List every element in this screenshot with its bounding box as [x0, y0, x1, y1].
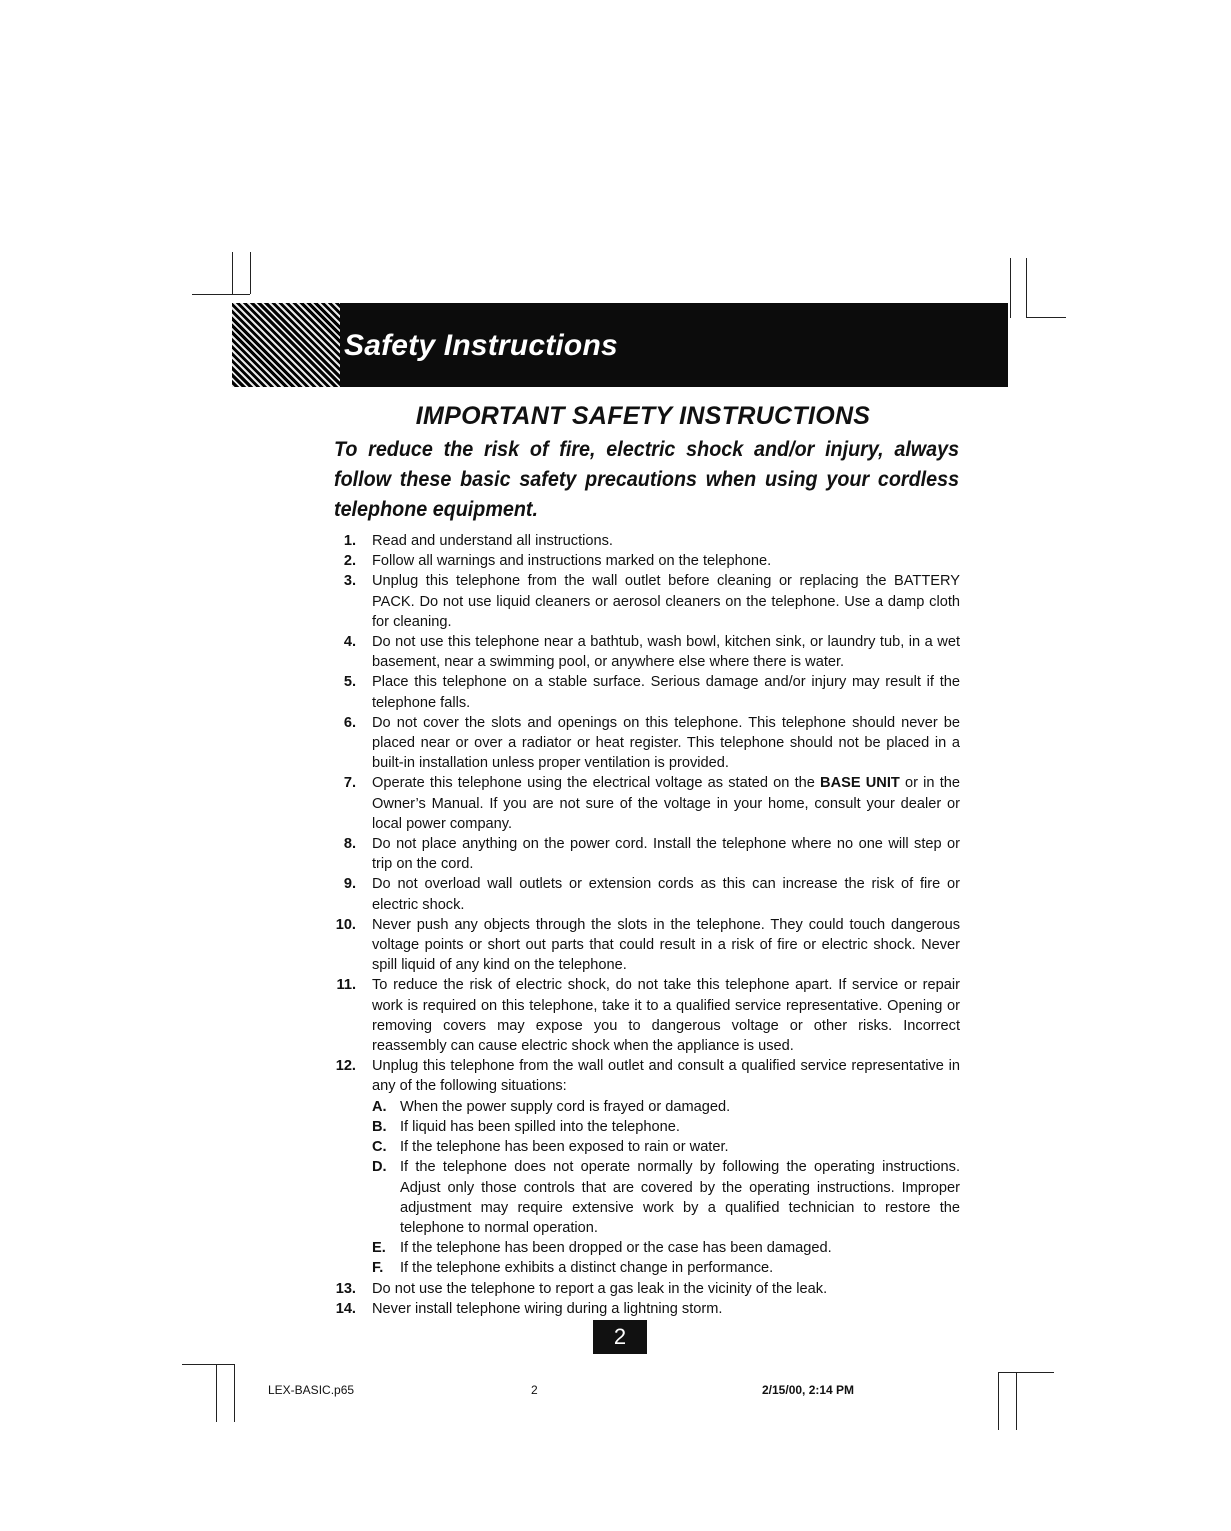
sub-item [372, 1117, 960, 1137]
crop-mark [1016, 1372, 1017, 1430]
sub-item [372, 1238, 960, 1258]
item-text: Never push any objects through the slots in the telephone. They could touch dangerous voltage points or short out parts that could result in a risk of fire or electric shock. Never spill liquid of any kind on the telephone. [372, 916, 960, 974]
crop-mark [1026, 258, 1027, 318]
sub-item-text: If the telephone does not operate normally by following the operating instructions. Adjust only those controls that are covered by the operating instructions. Improper adjustment may require extensive work by a qualified technician to restore the telephone to normal operation. [400, 1159, 960, 1236]
crop-mark [1010, 258, 1011, 318]
crop-mark [234, 1364, 235, 1422]
list-item [326, 975, 960, 1056]
list-item [326, 874, 960, 914]
sub-item-letter: B. [372, 1118, 387, 1135]
sub-item-letter: C. [372, 1139, 387, 1156]
item-number: 11. [336, 977, 356, 994]
item-text: Read and understand all instructions. [372, 533, 613, 549]
item-number: 13. [335, 1280, 356, 1297]
list-item [326, 713, 960, 774]
item-number: 7. [343, 775, 356, 792]
list-item [326, 915, 960, 976]
sub-item-text: When the power supply cord is frayed or damaged. [400, 1098, 731, 1115]
section-banner [232, 303, 1008, 387]
item-number: 1. [343, 533, 356, 549]
crop-mark [232, 252, 233, 294]
list-item [326, 1279, 960, 1299]
item-text: Follow all warnings and instructions marked on the telephone. [372, 553, 772, 570]
item-text: Do not place anything on the power cord. Install the telephone where no one will step or trip on the cord. [372, 836, 960, 873]
section-title: Safety Instructions [344, 329, 618, 362]
crop-mark [998, 1372, 999, 1430]
crop-mark [192, 294, 250, 295]
list-item [326, 551, 960, 571]
sub-item-text: If the telephone has been exposed to rain or water. [400, 1139, 729, 1156]
item-number: 12. [335, 1058, 356, 1075]
sub-item [372, 1137, 960, 1157]
list-item [326, 773, 960, 834]
item-number: 4. [343, 634, 356, 651]
list-item [326, 632, 960, 672]
list-item [326, 531, 960, 551]
item-text: Unplug this telephone from the wall outlet before cleaning or replacing the BATTERY PACK. Do not use liquid cleaners or aerosol cleaners on the telephone. Use a damp cloth for cleaning. [372, 573, 960, 630]
sub-item [372, 1097, 960, 1117]
item-text: To reduce the risk of electric shock, do not take this telephone apart. If service or repair work is required on this telephone, take it to a qualified service representative. Opening or removing covers may expose you to dangerous voltage or other risks. Incorrect reassembly can cause electric shock when the appliance is used. [372, 977, 960, 1055]
sub-item [372, 1258, 960, 1278]
list-item [326, 834, 960, 874]
item-number: 2. [343, 553, 356, 570]
footer-filename: LEX-BASIC.p65 [268, 1383, 355, 1397]
item-text: Place this telephone on a stable surface. Serious damage and/or injury may result if the telephone falls. [372, 674, 960, 711]
instructions-content [326, 402, 960, 1319]
sub-item-letter: F. [372, 1260, 384, 1277]
sub-item-letter: A. [372, 1098, 387, 1115]
base-unit-label: BASE UNIT [820, 775, 900, 792]
item-number: 8. [343, 836, 356, 853]
footer-timestamp: 2/15/00, 2:14 PM [762, 1383, 855, 1397]
sub-item-text: If liquid has been spilled into the telephone. [400, 1118, 680, 1135]
item-text: Do not use this telephone near a bathtub, wash bowl, kitchen sink, or laundry tub, in a wet basement, near a swimming pool, or anywhere else where there is water. [372, 634, 960, 671]
item-text: Do not cover the slots and openings on this telephone. This telephone should never be placed near or over a radiator or heat register. This telephone should not be placed in a built-in installation unless proper ventilation is provided. [372, 714, 960, 772]
sub-item-text: If the telephone exhibits a distinct change in performance. [400, 1260, 774, 1277]
banner-pattern [232, 303, 340, 387]
item-number: 10. [335, 916, 356, 933]
item-number: 14. [335, 1300, 356, 1317]
crop-mark [998, 1372, 1054, 1373]
item-text: Never install telephone wiring during a lightning storm. [372, 1300, 723, 1317]
item-text: Unplug this telephone from the wall outlet and consult a qualified service representative in any of the following situations: [372, 1058, 960, 1095]
page-number-box: 2 [593, 1320, 647, 1354]
sub-item-letter: E. [372, 1240, 386, 1257]
item-text: Do not use the telephone to report a gas leak in the vicinity of the leak. [372, 1280, 828, 1297]
crop-mark [1026, 317, 1066, 318]
sub-item-text: If the telephone has been dropped or the case has been damaged. [400, 1240, 832, 1257]
sub-item-letter: D. [372, 1159, 387, 1176]
sub-item [372, 1157, 960, 1238]
item-number: 3. [343, 573, 356, 590]
item-text: or in the Owner’s Manual. If you are not sure of the voltage in your home, consult your dealer or local power company. [372, 775, 960, 832]
crop-mark [250, 252, 251, 294]
list-item [326, 1299, 960, 1319]
list-item [326, 571, 960, 632]
item-number: 6. [343, 714, 356, 731]
item-number: 5. [343, 674, 356, 691]
list-item [326, 672, 960, 712]
crop-mark [182, 1364, 234, 1365]
intro-text: To reduce the risk of fire, electric shock and/or injury, always follow these basic safety precautions when using your cordless telephone equipment. [334, 438, 960, 521]
sub-list [372, 1097, 960, 1279]
item-text: Operate this telephone using the electrical voltage as stated on the [372, 775, 821, 792]
item-number: 9. [343, 876, 356, 893]
list-item [326, 1056, 960, 1278]
instruction-list [326, 531, 960, 1319]
main-heading: IMPORTANT SAFETY INSTRUCTIONS [415, 402, 871, 430]
item-text: Do not overload wall outlets or extension cords as this can increase the risk of fire or electric shock. [372, 876, 960, 913]
footer-page: 2 [531, 1383, 538, 1397]
crop-mark [216, 1364, 217, 1422]
